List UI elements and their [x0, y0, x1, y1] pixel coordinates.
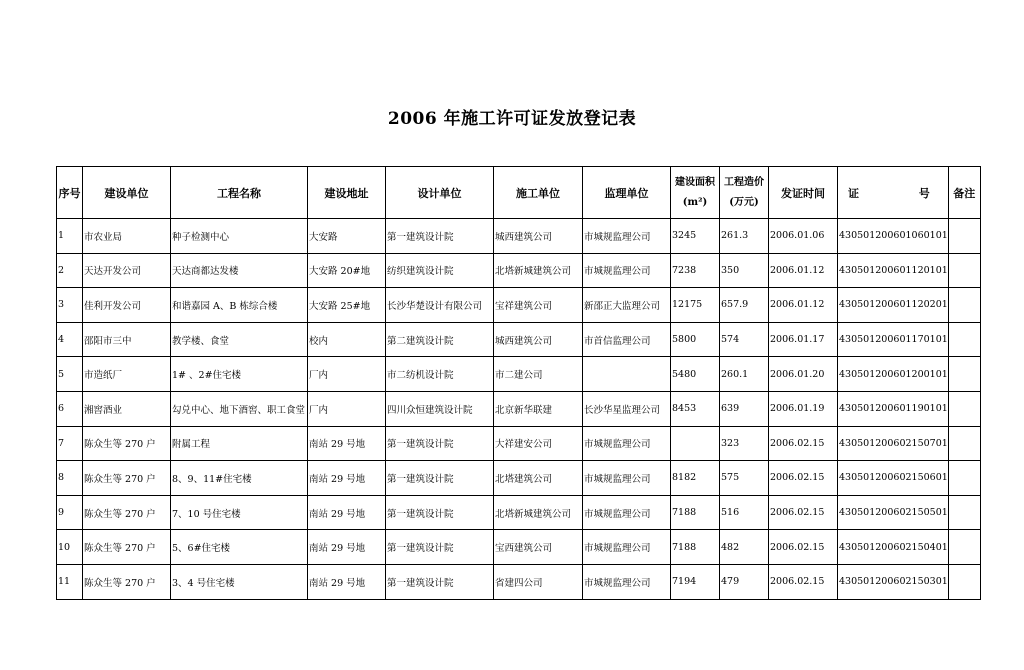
cell-cost: 261.3 — [720, 219, 769, 254]
cell-date: 2006.02.15 — [769, 530, 838, 565]
table-row — [57, 322, 981, 357]
cell-no: 5 — [57, 357, 83, 392]
cell-builder: 陈众生等 270 户 — [83, 495, 171, 530]
cell-date: 2006.02.15 — [769, 461, 838, 496]
cell-designer: 第一建筑设计院 — [386, 426, 494, 461]
cell-designer: 第一建筑设计院 — [386, 461, 494, 496]
header-project: 工程名称 — [171, 167, 308, 219]
cell-date: 2006.01.19 — [769, 391, 838, 426]
header-cert — [838, 167, 949, 219]
cell-cost: 639 — [720, 391, 769, 426]
table-row — [57, 564, 981, 599]
cell-designer: 长沙华楚设计有限公司 — [386, 288, 494, 323]
cell-area: 3245 — [671, 219, 720, 254]
cell-builder: 市农业局 — [83, 219, 171, 254]
cell-address: 南站 29 号地 — [308, 530, 386, 565]
cell-no: 9 — [57, 495, 83, 530]
cell-builder: 佳利开发公司 — [83, 288, 171, 323]
cell-no: 2 — [57, 253, 83, 288]
cell-no: 1 — [57, 219, 83, 254]
cell-cost: 574 — [720, 322, 769, 357]
cell-builder: 陈众生等 270 户 — [83, 564, 171, 599]
header-designer: 设计单位 — [386, 167, 494, 219]
cell-area: 8182 — [671, 461, 720, 496]
cell-supervisor: 市城规监理公司 — [583, 426, 671, 461]
cell-project: 1# 、2#住宅楼 — [171, 357, 308, 392]
cell-note — [948, 564, 980, 599]
cell-cost: 260.1 — [720, 357, 769, 392]
cell-no: 10 — [57, 530, 83, 565]
cell-cert: 430501200601170101 — [838, 322, 949, 357]
cell-address: 厂内 — [308, 391, 386, 426]
cell-project: 种子检测中心 — [171, 219, 308, 254]
cell-cert: 430501200602150701 — [838, 426, 949, 461]
header-no: 序号 — [57, 167, 83, 219]
cell-area: 5800 — [671, 322, 720, 357]
table-row — [57, 288, 981, 323]
cell-cert: 430501200601120101 — [838, 253, 949, 288]
cell-no: 6 — [57, 391, 83, 426]
cell-designer: 市二纺机设计院 — [386, 357, 494, 392]
cell-note — [948, 426, 980, 461]
cell-address: 校内 — [308, 322, 386, 357]
cell-designer: 第一建筑设计院 — [386, 495, 494, 530]
cell-builder: 陈众生等 270 户 — [83, 461, 171, 496]
cell-cert: 430501200601190101 — [838, 391, 949, 426]
cell-date: 2006.02.15 — [769, 426, 838, 461]
cell-note — [948, 253, 980, 288]
cell-project: 8、9、11#住宅楼 — [171, 461, 308, 496]
permit-register-table — [56, 166, 981, 600]
cell-date: 2006.01.12 — [769, 253, 838, 288]
cell-supervisor: 市城规监理公司 — [583, 219, 671, 254]
cell-project: 3、4 号住宅楼 — [171, 564, 308, 599]
cell-note — [948, 461, 980, 496]
cell-contractor: 城西建筑公司 — [494, 219, 583, 254]
header-area-label: 建设面积 — [675, 176, 715, 188]
header-cost-unit: (万元) — [729, 196, 759, 208]
cell-project: 教学楼、食堂 — [171, 322, 308, 357]
cell-project: 5、6#住宅楼 — [171, 530, 308, 565]
cell-cert: 430501200602150601 — [838, 461, 949, 496]
cell-contractor: 北塔建筑公司 — [494, 461, 583, 496]
cell-address: 南站 29 号地 — [308, 564, 386, 599]
cell-note — [948, 322, 980, 357]
cell-contractor: 宝祥建筑公司 — [494, 288, 583, 323]
cell-date: 2006.01.20 — [769, 357, 838, 392]
cell-supervisor: 市城规监理公司 — [583, 495, 671, 530]
cell-cert: 430501200601200101 — [838, 357, 949, 392]
cell-no: 8 — [57, 461, 83, 496]
cell-cost: 575 — [720, 461, 769, 496]
cell-contractor: 省建四公司 — [494, 564, 583, 599]
cell-designer: 纺织建筑设计院 — [386, 253, 494, 288]
page-title: 2006 年施工许可证发放登记表 — [387, 109, 637, 129]
cell-address: 南站 29 号地 — [308, 495, 386, 530]
cell-no: 11 — [57, 564, 83, 599]
cell-date: 2006.01.06 — [769, 219, 838, 254]
cell-supervisor: 市城规监理公司 — [583, 461, 671, 496]
header-cost — [720, 167, 769, 219]
cell-area: 7238 — [671, 253, 720, 288]
cell-supervisor: 市城规监理公司 — [583, 564, 671, 599]
cell-address: 南站 29 号地 — [308, 426, 386, 461]
cell-cert: 430501200601060101 — [838, 219, 949, 254]
cell-project: 附属工程 — [171, 426, 308, 461]
cell-project: 天达商都达发楼 — [171, 253, 308, 288]
cell-builder: 陈众生等 270 户 — [83, 426, 171, 461]
cell-project: 7、10 号住宅楼 — [171, 495, 308, 530]
cell-supervisor: 市城规监理公司 — [583, 530, 671, 565]
cell-builder: 湘窖酒业 — [83, 391, 171, 426]
cell-date: 2006.02.15 — [769, 495, 838, 530]
cell-area: 5480 — [671, 357, 720, 392]
cell-no: 7 — [57, 426, 83, 461]
cell-address: 厂内 — [308, 357, 386, 392]
cell-contractor: 市二建公司 — [494, 357, 583, 392]
cell-cost: 516 — [720, 495, 769, 530]
cell-no: 3 — [57, 288, 83, 323]
cell-address: 大安路 25#地 — [308, 288, 386, 323]
cell-cert: 430501200601120201 — [838, 288, 949, 323]
cell-contractor: 北京新华联建 — [494, 391, 583, 426]
cell-note — [948, 495, 980, 530]
header-note: 备注 — [948, 167, 980, 219]
cell-supervisor: 新邵正大监理公司 — [583, 288, 671, 323]
cell-address: 大安路 20#地 — [308, 253, 386, 288]
header-builder: 建设单位 — [83, 167, 171, 219]
table-row — [57, 219, 981, 254]
cell-contractor: 北塔新城建筑公司 — [494, 495, 583, 530]
table-row — [57, 461, 981, 496]
cell-date: 2006.01.12 — [769, 288, 838, 323]
cell-no: 4 — [57, 322, 83, 357]
header-contractor: 施工单位 — [494, 167, 583, 219]
cell-contractor: 城西建筑公司 — [494, 322, 583, 357]
cell-note — [948, 219, 980, 254]
header-cost-label: 工程造价 — [724, 176, 764, 188]
header-row — [57, 167, 981, 219]
cell-designer: 第一建筑设计院 — [386, 564, 494, 599]
header-date: 发证时间 — [769, 167, 838, 219]
header-cert-a: 证 — [848, 186, 859, 200]
cell-area: 7194 — [671, 564, 720, 599]
cell-cost: 657.9 — [720, 288, 769, 323]
cell-builder: 市造纸厂 — [83, 357, 171, 392]
cell-designer: 第二建筑设计院 — [386, 322, 494, 357]
cell-cert: 430501200602150501 — [838, 495, 949, 530]
cell-cert: 430501200602150401 — [838, 530, 949, 565]
cell-supervisor: 长沙华星监理公司 — [583, 391, 671, 426]
cell-area: 7188 — [671, 530, 720, 565]
cell-project: 和谐嘉园 A、B 栋综合楼 — [171, 288, 308, 323]
cell-address: 南站 29 号地 — [308, 461, 386, 496]
table-row — [57, 391, 981, 426]
table-row — [57, 530, 981, 565]
header-cert-b: 号 — [918, 186, 930, 200]
cell-area: 8453 — [671, 391, 720, 426]
cell-date: 2006.01.17 — [769, 322, 838, 357]
cell-note — [948, 391, 980, 426]
header-area — [671, 167, 720, 219]
cell-contractor: 北塔新城建筑公司 — [494, 253, 583, 288]
cell-designer: 第一建筑设计院 — [386, 530, 494, 565]
header-area-unit: (m²) — [682, 196, 708, 208]
cell-builder: 邵阳市三中 — [83, 322, 171, 357]
cell-supervisor: 市首信监理公司 — [583, 322, 671, 357]
table-row — [57, 253, 981, 288]
cell-designer: 四川众恒建筑设计院 — [386, 391, 494, 426]
header-address: 建设地址 — [308, 167, 386, 219]
cell-date: 2006.02.15 — [769, 564, 838, 599]
cell-designer: 第一建筑设计院 — [386, 219, 494, 254]
cell-cost: 479 — [720, 564, 769, 599]
cell-area: 12175 — [671, 288, 720, 323]
header-supervisor: 监理单位 — [583, 167, 671, 219]
cell-builder: 天达开发公司 — [83, 253, 171, 288]
table-row — [57, 357, 981, 392]
cell-contractor: 宝西建筑公司 — [494, 530, 583, 565]
cell-project: 勾兑中心、地下酒窖、职工食堂 — [171, 391, 308, 426]
cell-area: 7188 — [671, 495, 720, 530]
cell-supervisor: 市城规监理公司 — [583, 253, 671, 288]
cell-note — [948, 530, 980, 565]
cell-cost: 350 — [720, 253, 769, 288]
table-row — [57, 426, 981, 461]
cell-address: 大安路 — [308, 219, 386, 254]
cell-supervisor — [583, 357, 671, 392]
cell-note — [948, 288, 980, 323]
cell-contractor: 大祥建安公司 — [494, 426, 583, 461]
table-row — [57, 495, 981, 530]
cell-area — [671, 426, 720, 461]
cell-builder: 陈众生等 270 户 — [83, 530, 171, 565]
cell-cost: 482 — [720, 530, 769, 565]
cell-cert: 430501200602150301 — [838, 564, 949, 599]
cell-note — [948, 357, 980, 392]
cell-cost: 323 — [720, 426, 769, 461]
